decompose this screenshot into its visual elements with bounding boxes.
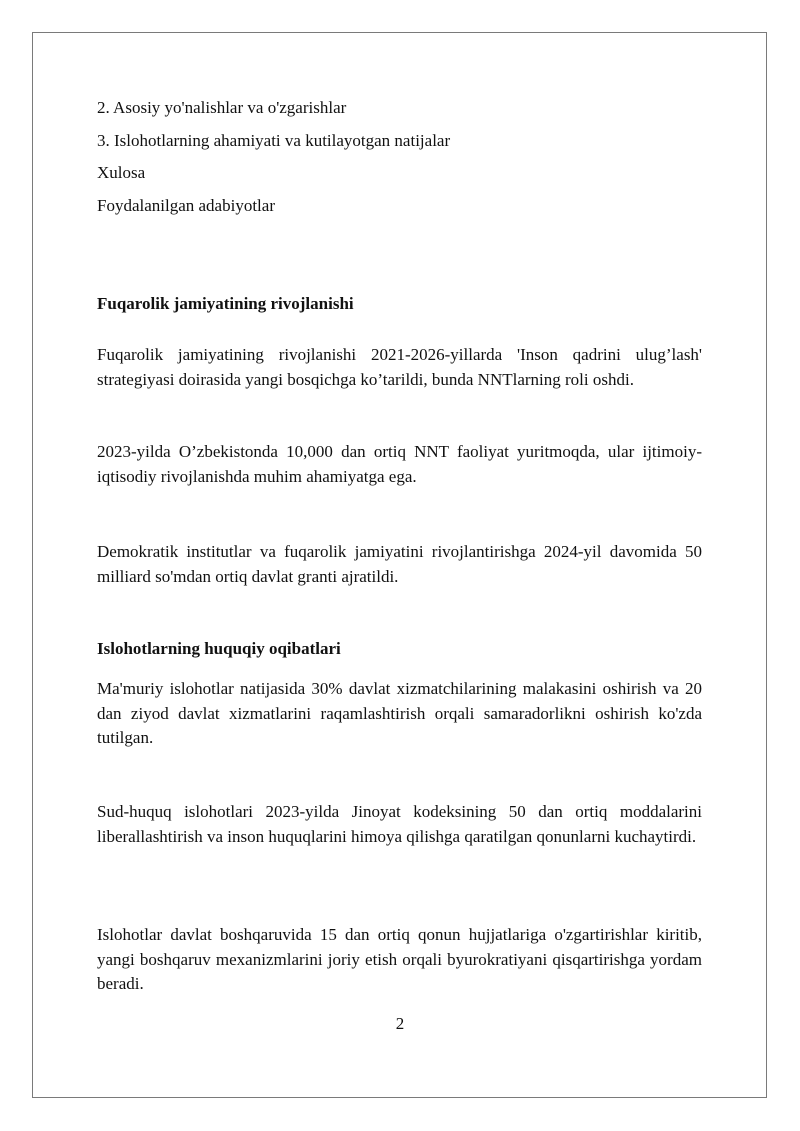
paragraph: Ma'muriy islohotlar natijasida 30% davlat xizmatchilarining malakasini oshirish va 20 dan ziyod davlat xizmatlarini raqamlashtirish orqali samaradorlikni oshirish ko'zda tutilgan.	[97, 679, 702, 747]
toc-item: Xulosa	[97, 163, 146, 182]
paragraph: Sud-huquq islohotlari 2023-yilda Jinoyat kodeksining 50 dan ortiq moddalarini liberallashtirish va inson huquqlarini himoya qilishga qaratilgan qonunlarni kuchaytirdi.	[97, 802, 702, 846]
toc-item: Foydalanilgan adabiyotlar	[97, 196, 275, 215]
toc-item: 2. Asosiy yo'nalishlar va o'zgarishlar	[97, 98, 347, 117]
section-heading: Islohotlarning huquqiy oqibatlari	[97, 639, 341, 658]
section-heading: Fuqarolik jamiyatining rivojlanishi	[97, 294, 354, 313]
paragraph: Demokratik institutlar va fuqarolik jamiyatini rivojlantirishga 2024-yil davomida 50 milliard so'mdan ortiq davlat granti ajratildi.	[97, 542, 702, 586]
toc-item: 3. Islohotlarning ahamiyati va kutilayotgan natijalar	[97, 131, 451, 150]
paragraph: Fuqarolik jamiyatining rivojlanishi 2021-2026-yillarda 'Inson qadrini ulug’lash' strategiyasi doirasida yangi bosqichga ko’tarildi, bunda NNTlarning roli oshdi.	[97, 345, 702, 389]
paragraph: Islohotlar davlat boshqaruvida 15 dan ortiq qonun hujjatlariga o'zgartirishlar kiritib, yangi boshqaruv mexanizmlarini joriy etish orqali byurokratiyani qisqartirishga yordam beradi.	[97, 925, 702, 993]
paragraph: 2023-yilda O’zbekistonda 10,000 dan ortiq NNT faoliyat yuritmoqda, ular ijtimoiy-iqtisodiy rivojlanishda muhim ahamiyatga ega.	[97, 442, 702, 486]
page-number: 2	[395, 1014, 405, 1033]
